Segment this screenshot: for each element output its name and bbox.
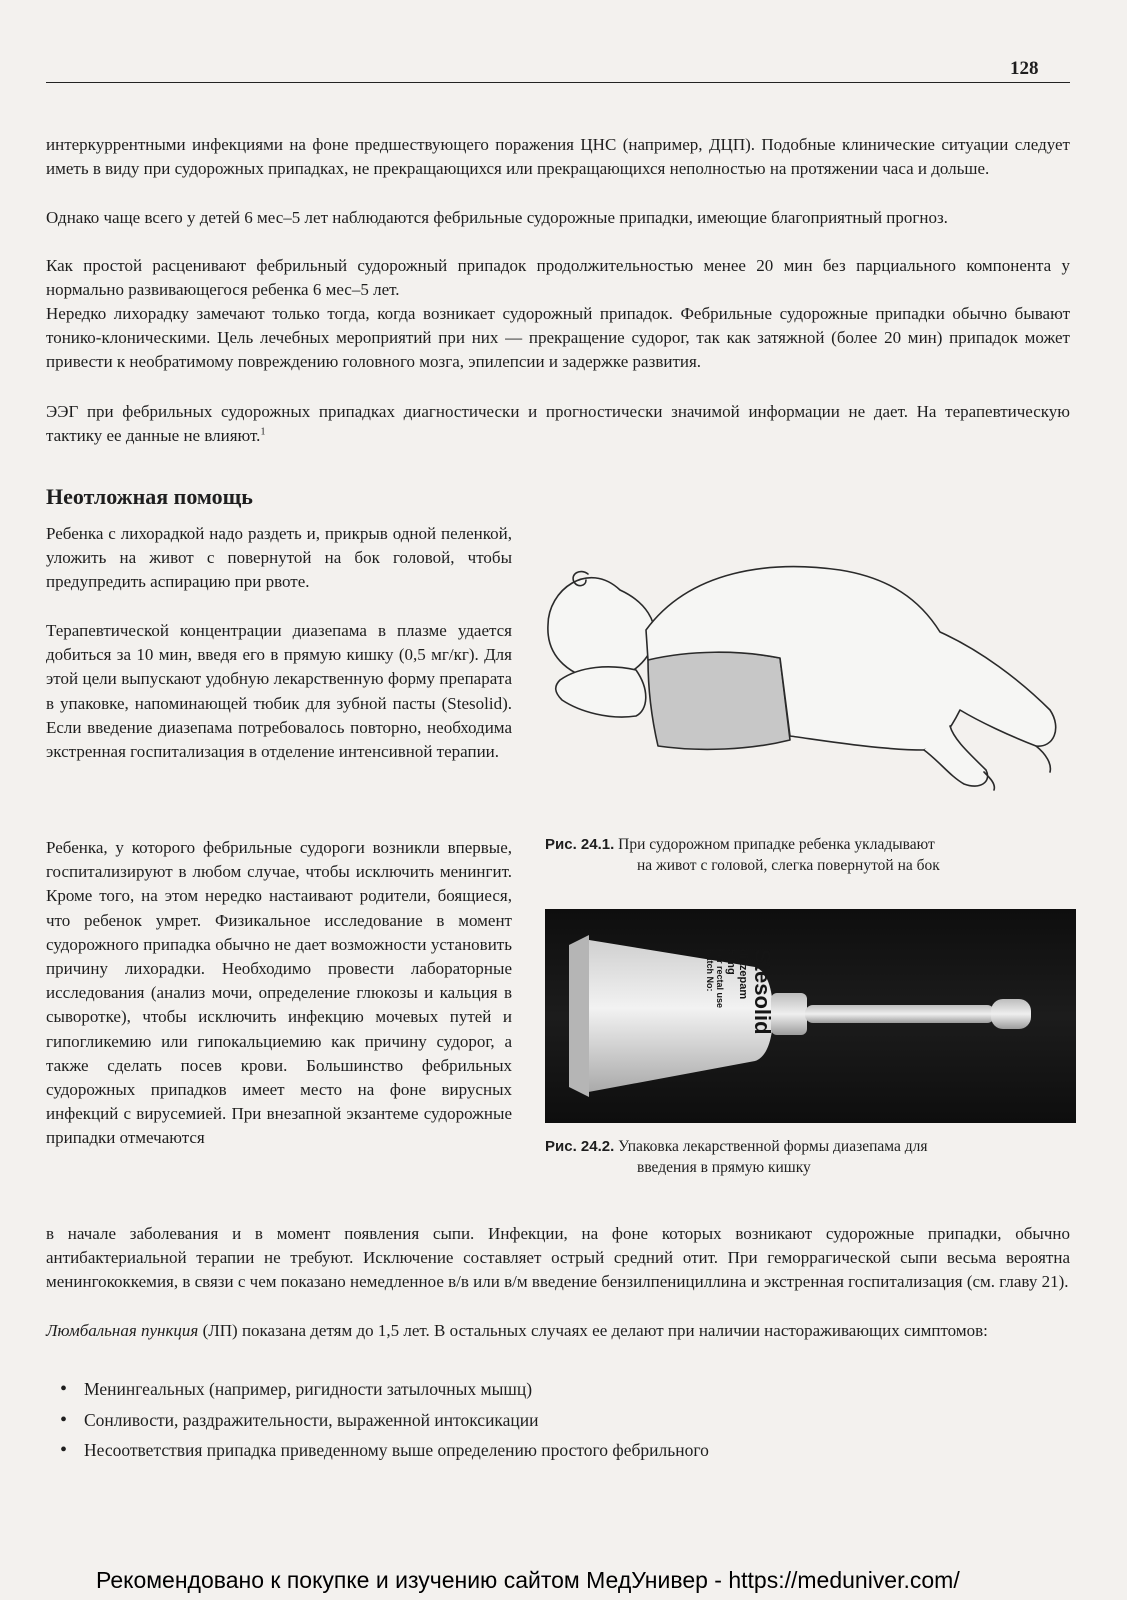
arm [556, 667, 646, 717]
paragraph: Как простой расценивают фебрильный судорожный припадок продолжительностью менее 20 мин без парциального компонента у нормально развивающегося ребенка 6 мес–5 лет. [46, 256, 1070, 300]
tube-text: For rectal use [715, 949, 725, 1009]
figure-caption-1 [545, 834, 1085, 876]
footnote-marker: 1 [260, 426, 266, 438]
tube-brand: Stesolid [750, 949, 775, 1035]
tube-text: 5 mg [725, 949, 737, 975]
lp-term: Люмбальная пункция [46, 1321, 199, 1340]
tube-text: Batch No: [705, 949, 715, 992]
list-item: • Менингеальных (например, ригидности затылочных мышц) [60, 1374, 709, 1405]
foot [984, 746, 1050, 790]
list-item: • Сонливости, раздражительности, выраженной интоксикации [60, 1405, 709, 1436]
lp-paragraph [46, 1319, 1070, 1343]
paragraph: Ребенка, у которого фебрильные судороги возникли впервые, госпитализируют в любом случае, чтобы исключить менингит. Кроме того, на этом нередко настаивают родители, боящиеся, что ребенок умрет. Физикальное исследование в момент судорожного припадка обычно не дает возможности установить причину лихорадки. Необходимо провести лабораторные исследования (анализ мочи, определение глюкозы и кальция в сыворотке), чтобы исключить инфекцию мочевых путей и гипогликемию или гипокальциемию как причину судорог, а также сделать посев крови. Большинство фебрильных судорожных припадков имеет место на фоне вирусных инфекций с вирусемией. При внезапной экзантеме судорожные припадки отмечаются [46, 838, 512, 1148]
symptom-list [60, 1374, 709, 1466]
page-number: 128 [1010, 58, 1039, 79]
tube-text: diazepam [737, 949, 749, 1000]
head [548, 578, 655, 680]
footer-recommendation: Рекомендовано к покупке и изучению сайтом МедУнивер - https://meduniver.com/ [96, 1567, 960, 1593]
caption-line: Упаковка лекарственной формы диазепама для [618, 1138, 928, 1155]
pillow [648, 652, 790, 750]
figure-number: Рис. 24.2. [545, 1138, 615, 1155]
paragraph: Ребенка с лихорадкой надо раздеть и, прикрыв одной пеленкой, уложить на живот с повернутой на бок головой, чтобы предупредить аспирацию при рвоте. [46, 524, 512, 592]
figure-caption-2 [545, 1136, 1085, 1178]
tube-crimp [569, 935, 589, 1097]
caption-line: введения в прямую кишку [637, 1159, 811, 1176]
paragraph: Нередко лихорадку замечают только тогда, когда возникает судорожный припадок. Фебрильные судорожные припадки обычно бывают тонико-клоническими. Цель лечебных мероприятий при них — прекращение судорог, так как затяжной (более 20 мин) припадок может привести к необратимому повреждению головного мозга, эпилепсии и задержке развития. [46, 304, 1070, 372]
paragraph: Терапевтической концентрации диазепама в плазме удается добиться за 10 мин, введя его в прямую кишку (0,5 мг/кг). Для этой цели выпускают удобную лекарственную форму препарата в упаковке, напоминающей тюбик для зубной пасты (Stesolid). Если введение диазепама потребовалось повторно, необходима экстренная госпитализация в отделение интенсивной терапии. [46, 621, 512, 762]
tube-neck [771, 993, 807, 1035]
caption-line: на живот с головой, слегка повернутой на бок [637, 857, 940, 874]
eeg-text: ЭЭГ при фебрильных судорожных припадках диагностически и прогностически значимой информации не дает. На терапевтическую тактику ее данные не влияют. [46, 402, 1070, 446]
paragraph: интеркуррентными инфекциями на фоне предшествующего поражения ЦНС (например, ДЦП). Подобные клинические ситуации следует иметь в виду при судорожных припадках, не прекращающихся или прекращающихся неполностью на протяжении часа и дольше. [46, 135, 1070, 179]
lp-text: (ЛП) показана детям до 1,5 лет. В остальных случаях ее делают при наличии настораживающих симптомов: [198, 1321, 988, 1340]
tube-nozzle [805, 1005, 995, 1023]
paragraph: в начале заболевания и в момент появления сыпи. Инфекции, на фоне которых возникают судорожные припадки, обычно антибактериальной терапии не требуют. Исключение составляет острый средний отит. При геморрагической сыпи весьма вероятна менингококкемия, в связи с чем показано немедленное в/в или в/м введение бензилпенициллина и экстренная госпитализация (см. главу 21). [46, 1224, 1070, 1292]
tube-label [705, 949, 775, 1089]
list-item: • Несоответствия припадка приведенному выше определению простого фебрильного [60, 1435, 709, 1466]
figure-child-prone-illustration [540, 540, 1080, 795]
tube-illustration [545, 909, 1076, 1123]
figure-stesolid-tube-photo [545, 909, 1076, 1123]
section-title: Неотложная помощь [46, 484, 253, 509]
eeg-paragraph [46, 400, 1070, 448]
caption-line: При судорожном припадке ребенка укладывают [618, 836, 935, 853]
figure-number: Рис. 24.1. [545, 836, 615, 853]
paragraph: Однако чаще всего у детей 6 мес–5 лет наблюдаются фебрильные судорожные припадки, имеющие благоприятный прогноз. [46, 208, 948, 227]
header-rule [46, 82, 1070, 83]
tube-tip [991, 999, 1031, 1029]
